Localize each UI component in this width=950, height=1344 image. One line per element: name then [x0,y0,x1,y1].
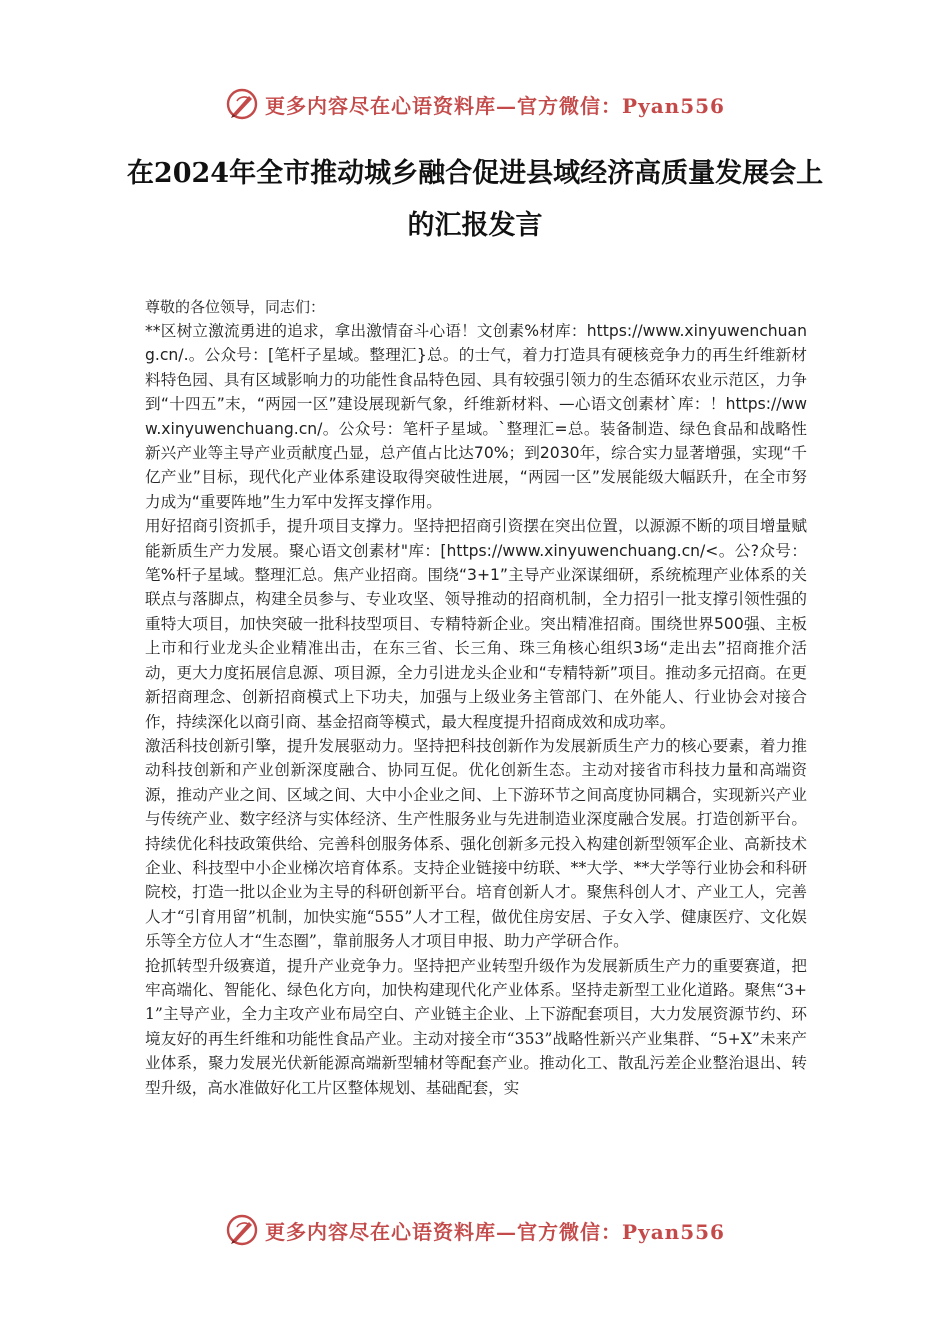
pen-logo-icon [225,1213,259,1247]
page-title: 在2024年全市推动城乡融合促进县域经济高质量发展会上的汇报发言 [126,158,824,241]
greeting-line: 尊敬的各位领导，同志们： [145,298,326,316]
watermark-banner-top [0,84,950,124]
paragraph-4: 抢抓转型升级赛道，提升产业竞争力。坚持把产业转型升级作为发展新质生产力的重要赛道，把牢高端化、智能化、绿色化方向，加快构建现代化产业体系。坚持走新型工业化道路。聚焦“3+1”主导产业，全力主攻产业布局空白、产业链主企业、上下游配套项目，大力发展资源节约、环境友好的再生纤维和功能性食品产业。主动对接全市“353”战略性新兴产业集群、“5+X”未来产业体系，聚力发展光伏新能源高端新型辅材等配套产业。推动化工、散乱污差企业整治退出、转型升级，高水准做好化工片区整体规划、基础配套，实 [145,956,807,1097]
paragraph-2: 用好招商引资抓手，提升项目支撑力。坚持把招商引资摆在突出位置，以源源不断的项目增量赋能新质生产力发展。聚心语文创素材"库：[https://www.xinyuwenchuang.cn/<。公?众号：笔%杆子星域。整理汇总。焦产业招商。围绕“3+1”主导产业深谋细研，系统梳理产业体系的关联点与落脚点，构建全员参与、专业攻坚、领导推动的招商机制，全力招引一批支撑引领性强的重特大项目，加快突破一批科技型项目、专精特新企业。突出精准招商。围绕世界500强、主板上市和行业龙头企业精准出击，在东三省、长三角、珠三角核心组织3场“走出去”招商推介活动，更大力度拓展信息源、项目源，全力引进龙头企业和“专精特新”项目。推动多元招商。在更新招商理念、创新招商模式上下功夫，加强与上级业务主管部门、在外能人、行业协会对接合作，持续深化以商引商、基金招商等模式，最大程度提升招商成效和成功率。 [145,517,807,731]
document-body [145,295,807,1100]
pen-logo-icon [225,87,259,121]
paragraph-3: 激活科技创新引擎，提升发展驱动力。坚持把科技创新作为发展新质生产力的核心要素，着力推动科技创新和产业创新深度融合、协同互促。优化创新生态。主动对接省市科技力量和高端资源，推动产业之间、区域之间、大中小企业之间、上下游环节之间高度协同耦合，实现新兴产业与传统产业、数字经济与实体经济、生产性服务业与先进制造业深度融合发展。打造创新平台。持续优化科技政策供给、完善科创服务体系、强化创新多元投入构建创新型领军企业、高新技术企业、科技型中小企业梯次培育体系。支持企业链接中纺联、**大学、**大学等行业协会和科研院校，打造一批以企业为主导的科研创新平台。培育创新人才。聚焦科创人才、产业工人，完善人才“引育用留”机制，加快实施“555”人才工程，做优住房安居、子女入学、健康医疗、文化娱乐等全方位人才“生态圈”，靠前服务人才项目申报、助力产学研合作。 [145,736,807,951]
watermark-text: 更多内容尽在心语资料库—官方微信：Pyan556 [265,93,725,118]
watermark-text: 更多内容尽在心语资料库—官方微信：Pyan556 [265,1219,725,1244]
paragraph-1: **区树立激流勇进的追求，拿出激情奋斗心语！文创素%材库：https://www.xinyuwenchuang.cn/.。公众号：[笔杆子星域。整理汇}总。的士气，着力打造具有硬核竞争力的再生纤维新材料特色园、具有区域影响力的功能性食品特色园、具有较强引领力的生态循环农业示范区，力争到“十四五”末，“两园一区”建设展现新气象，纤维新材料、—心语文创素材`库：！https://www.xinyuwenchuang.cn/。公众号：笔杆子星域。`整理汇=总。装备制造、绿色食品和战略性新兴产业等主导产业贡献度凸显，总产值占比达70%；到2030年，综合实力显著增强，实现“千亿产业”目标，现代化产业体系建设取得突破性进展，“两园一区”发展能级大幅跃升，在全市努力成为“重要阵地”生力军中发挥支撑作用。 [145,322,807,511]
watermark-banner-bottom [0,1210,950,1250]
